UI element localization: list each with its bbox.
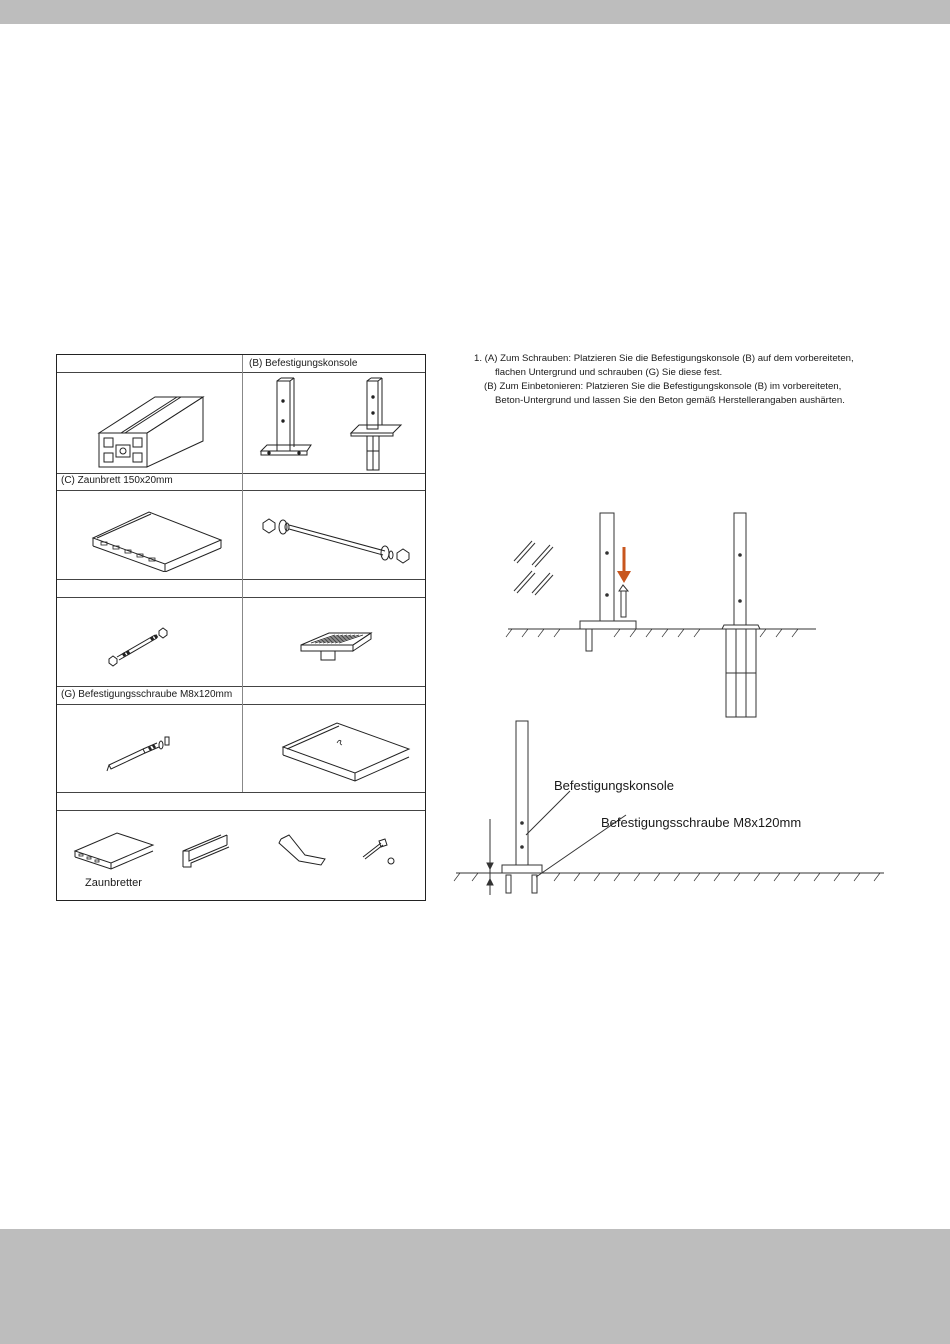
post-profile-drawing (85, 383, 225, 468)
caption-zaunbretter: Zaunbretter (85, 877, 142, 889)
table-rule (57, 597, 425, 598)
instruction-step-1-line-4: Beton-Untergrund und lassen Sie den Beton gemäß Herstellerangaben aushärten. (495, 395, 845, 406)
anchor-screw-drawing (99, 727, 219, 783)
post-cap-drawing (285, 617, 405, 682)
insert-arrow-icon (617, 547, 631, 583)
table-rule (57, 579, 425, 580)
instruction-step-1-line-3: (B) Zum Einbetonieren: Platzieren Sie die Befestigungskonsole (B) im vorbereiteten, (484, 381, 842, 392)
callout-befestigungsschraube: Befestigungsschraube M8x120mm (601, 815, 802, 830)
caption-befestigungskonsole: (B) Befestigungskonsole (249, 358, 358, 369)
accessory-row-drawing (67, 821, 417, 891)
fence-board-drawing (87, 500, 227, 572)
instruction-step-1-line-2: flachen Untergrund und schrauben (G) Sie diese fest. (495, 367, 723, 378)
caption-zaunbrett: (C) Zaunbrett 150x20mm (61, 475, 173, 486)
installation-diagram-upper (500, 505, 820, 725)
table-rule (57, 372, 425, 373)
table-rule (57, 792, 425, 793)
instructions (474, 352, 914, 408)
table-divider (242, 355, 243, 792)
bottom-gray-bar (0, 1229, 950, 1344)
plank-cap-drawing (277, 713, 417, 783)
bolt-drawing (97, 613, 217, 673)
caption-befestigungsschraube: (G) Befestigungsschraube M8x120mm (61, 689, 233, 700)
table-rule (57, 704, 425, 705)
table-rule (57, 490, 425, 491)
top-gray-bar (0, 0, 950, 24)
parts-table (56, 354, 426, 901)
bracket-drawing (257, 375, 422, 473)
threaded-rod-drawing (257, 503, 422, 573)
callout-befestigungskonsole: Befestigungskonsole (554, 778, 674, 793)
table-rule (57, 810, 425, 811)
instruction-step-1-line-1: 1. (A) Zum Schrauben: Platzieren Sie die Befestigungskonsole (B) auf dem vorbereiteten, (474, 353, 854, 364)
installation-diagram-lower (450, 715, 890, 905)
